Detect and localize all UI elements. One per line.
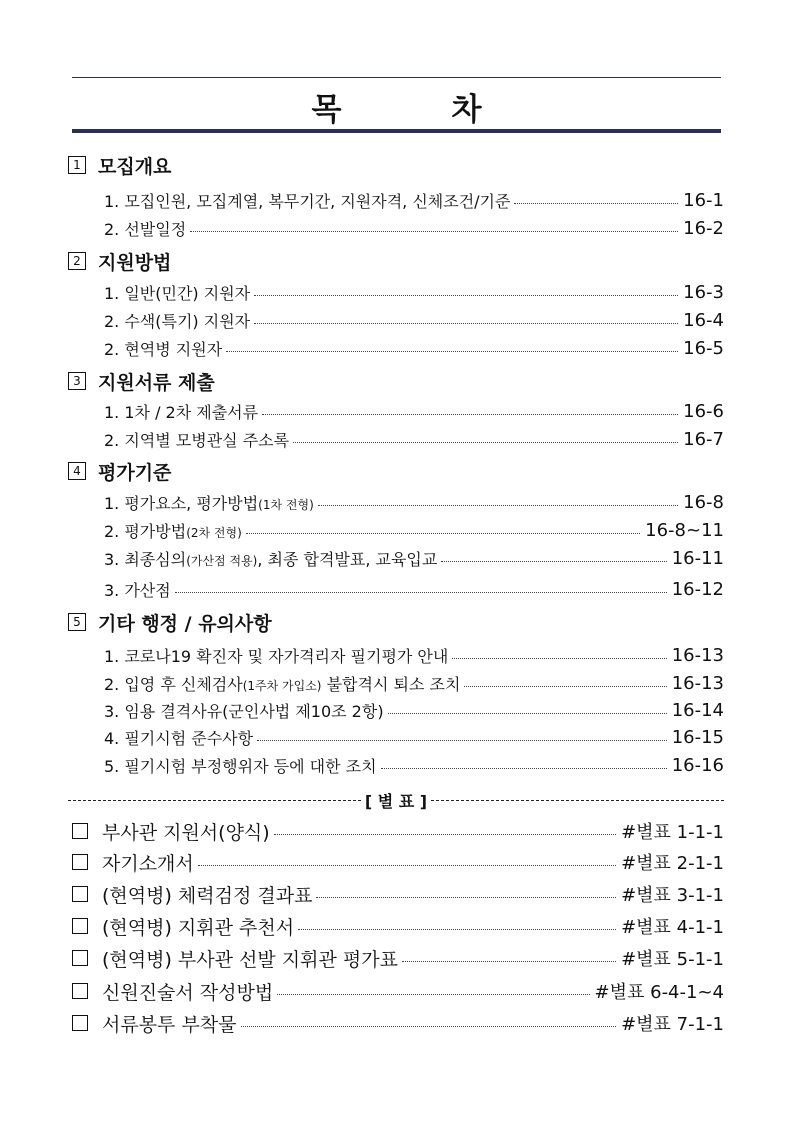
appendix-entry-label: 부사관 지원서(양식) [102,821,270,844]
toc-entry-page: 16-8~11 [645,519,724,541]
section-number-box: 3 [68,372,86,390]
toc-entry[interactable] [104,518,724,542]
toc-entry-page: 16-15 [671,726,724,748]
section-title: 지원서류 제출 [98,371,215,394]
appendix-entry-page: #별표 7-1-1 [621,1014,724,1035]
dot-leader [381,768,667,769]
checkbox-square-icon [72,983,88,999]
section-number-box: 2 [68,252,86,270]
checkbox-square-icon [72,1015,88,1031]
toc-entry-label [104,547,437,570]
divider-dashes-right [431,800,724,801]
dot-leader [514,203,678,204]
header-bottom-rule [72,129,721,133]
dot-leader [464,686,666,687]
appendix-entry-page: #별표 5-1-1 [621,949,724,970]
checkbox-square-icon [72,918,88,934]
toc-entry[interactable] [104,643,724,667]
appendix-entry[interactable] [68,817,724,845]
checkbox-square-icon [72,886,88,902]
toc-entry-page: 16-16 [671,754,724,776]
toc-entry-page: 16-5 [683,337,724,359]
toc-entry[interactable] [104,427,724,451]
appendix-entry[interactable] [68,977,724,1005]
toc-entry-label: 1. 모집인원, 모집계열, 복무기간, 지원자격, 신체조건/기준 [104,191,511,211]
toc-entry[interactable] [104,698,724,722]
section-title: 평가기준 [98,461,172,484]
toc-entry-text: 3. 최종심의 [104,549,187,569]
appendix-entry-page: #별표 6-4-1~4 [594,982,724,1003]
toc-entry-text: 2. 입영 후 신체검사 [104,674,243,694]
checkbox-square-icon [72,950,88,966]
dot-leader [298,929,616,930]
appendix-entry-page: #별표 4-1-1 [621,917,724,938]
dot-leader [254,323,678,324]
toc-entry-page: 16-1 [683,189,724,211]
toc-entry-page: 16-11 [671,547,724,569]
dot-leader [388,713,667,714]
appendix-entry[interactable] [68,880,724,908]
toc-entry-page: 16-6 [683,400,724,422]
appendix-entry-page: #별표 1-1-1 [621,822,724,843]
toc-entry-page: 16-4 [683,309,724,331]
appendix-entry-label: (현역병) 체력검정 결과표 [102,884,313,907]
dot-leader [293,442,678,443]
dot-leader [257,740,667,741]
section-heading-4 [68,458,171,484]
toc-entry-page: 16-14 [671,699,724,721]
appendix-entry-label: (현역병) 부사관 선발 지휘관 평가표 [102,948,398,971]
toc-entry-label: 4. 필기시험 준수사항 [104,728,254,748]
appendix-entry[interactable] [68,912,724,940]
dot-leader [246,533,640,534]
toc-entry-note: (1주차 가입소) [242,678,322,693]
toc-entry-label: 1. 1차 / 2차 제출서류 [104,402,259,422]
toc-entry-note: (1차 전형) [258,497,314,512]
appendix-entry[interactable] [68,944,724,972]
appendix-entry-page: #별표 2-1-1 [621,853,724,874]
toc-entry-page: 16-3 [683,281,724,303]
checkbox-square-icon [72,854,88,870]
toc-entry-label: 1. 코로나19 확진자 및 자가격리자 필기평가 안내 [104,646,449,666]
dot-leader [198,865,616,866]
toc-entry-note: (가산점 적용) [186,553,258,568]
toc-entry-page: 16-8 [683,491,724,513]
appendix-entry[interactable] [68,1009,724,1037]
toc-entry[interactable] [104,671,724,695]
title-left-char: 목 [311,91,342,128]
section-number-box: 5 [68,613,86,631]
toc-entry[interactable] [104,280,724,304]
toc-entry-text: 2. 평가방법 [104,521,187,541]
dot-leader [226,351,678,352]
toc-entry-text-rest: 불합격시 퇴소 조치 [321,674,461,694]
dot-leader [277,994,589,995]
appendix-entry-label: 신원진술서 작성방법 [102,981,274,1004]
section-title: 지원방법 [98,251,172,274]
toc-entry-label [104,519,242,542]
toc-entry[interactable] [104,725,724,749]
dot-leader [175,592,667,593]
toc-entry[interactable] [104,336,724,360]
section-number-box: 1 [68,156,86,174]
appendix-entry-label: (현역병) 지휘관 추천서 [102,916,295,939]
dot-leader [254,295,678,296]
appendix-entry-label: 서류봉투 부착물 [102,1013,237,1036]
toc-entry[interactable] [104,577,724,601]
section-heading-3 [68,368,215,394]
toc-entry-page: 16-2 [683,217,724,239]
toc-entry[interactable] [104,188,724,212]
toc-entry-page: 16-12 [671,578,724,600]
toc-entry[interactable] [104,216,724,240]
toc-entry-label [104,672,460,695]
dot-leader [274,834,616,835]
toc-entry-page: 16-13 [671,672,724,694]
toc-entry-label: 2. 지역별 모병관실 주소록 [104,430,290,450]
toc-entry-label: 2. 선발일정 [104,219,187,239]
dot-leader [316,897,616,898]
toc-entry[interactable] [104,308,724,332]
toc-entry[interactable] [104,399,724,423]
toc-entry[interactable] [104,753,724,777]
appendix-divider-label: [ 별 표 ] [364,791,428,811]
section-heading-5 [68,609,272,635]
appendix-divider [68,788,724,812]
section-title: 기타 행정 / 유의사항 [98,612,272,635]
dot-leader [452,658,666,659]
dot-leader [318,505,678,506]
dot-leader [241,1026,617,1027]
toc-entry-page: 16-7 [683,428,724,450]
section-number-box: 4 [68,462,86,480]
section-heading-2 [68,248,171,274]
toc-entry[interactable] [104,490,724,514]
toc-entry[interactable] [104,546,724,570]
toc-entry-label: 2. 현역병 지원자 [104,339,223,359]
toc-entry-label: 3. 가산점 [104,580,171,600]
appendix-entry-label: 자기소개서 [102,852,194,875]
toc-entry-page: 16-13 [671,644,724,666]
toc-entry-label: 1. 일반(민간) 지원자 [104,283,251,303]
divider-dashes-left [68,800,361,801]
section-heading-1 [68,152,171,178]
dot-leader [190,231,678,232]
toc-entry-text-rest: , 최종 합격발표, 교육입교 [257,549,438,569]
section-title: 모집개요 [98,155,172,178]
dot-leader [441,561,666,562]
appendix-entry-page: #별표 3-1-1 [621,885,724,906]
appendix-entry[interactable] [68,848,724,876]
toc-entry-label: 3. 임용 결격사유(군인사법 제10조 2항) [104,701,384,721]
checkbox-square-icon [72,823,88,839]
header-top-rule [72,77,721,78]
toc-entry-label [104,491,314,514]
toc-entry-note: (2차 전형) [186,525,242,540]
dot-leader [262,414,678,415]
page-title [72,86,721,126]
toc-entry-text: 1. 평가요소, 평가방법 [104,493,259,513]
toc-entry-label: 2. 수색(특기) 지원자 [104,311,251,331]
dot-leader [402,961,616,962]
toc-entry-label: 5. 필기시험 부정행위자 등에 대한 조치 [104,756,377,776]
title-right-char: 차 [451,91,482,128]
